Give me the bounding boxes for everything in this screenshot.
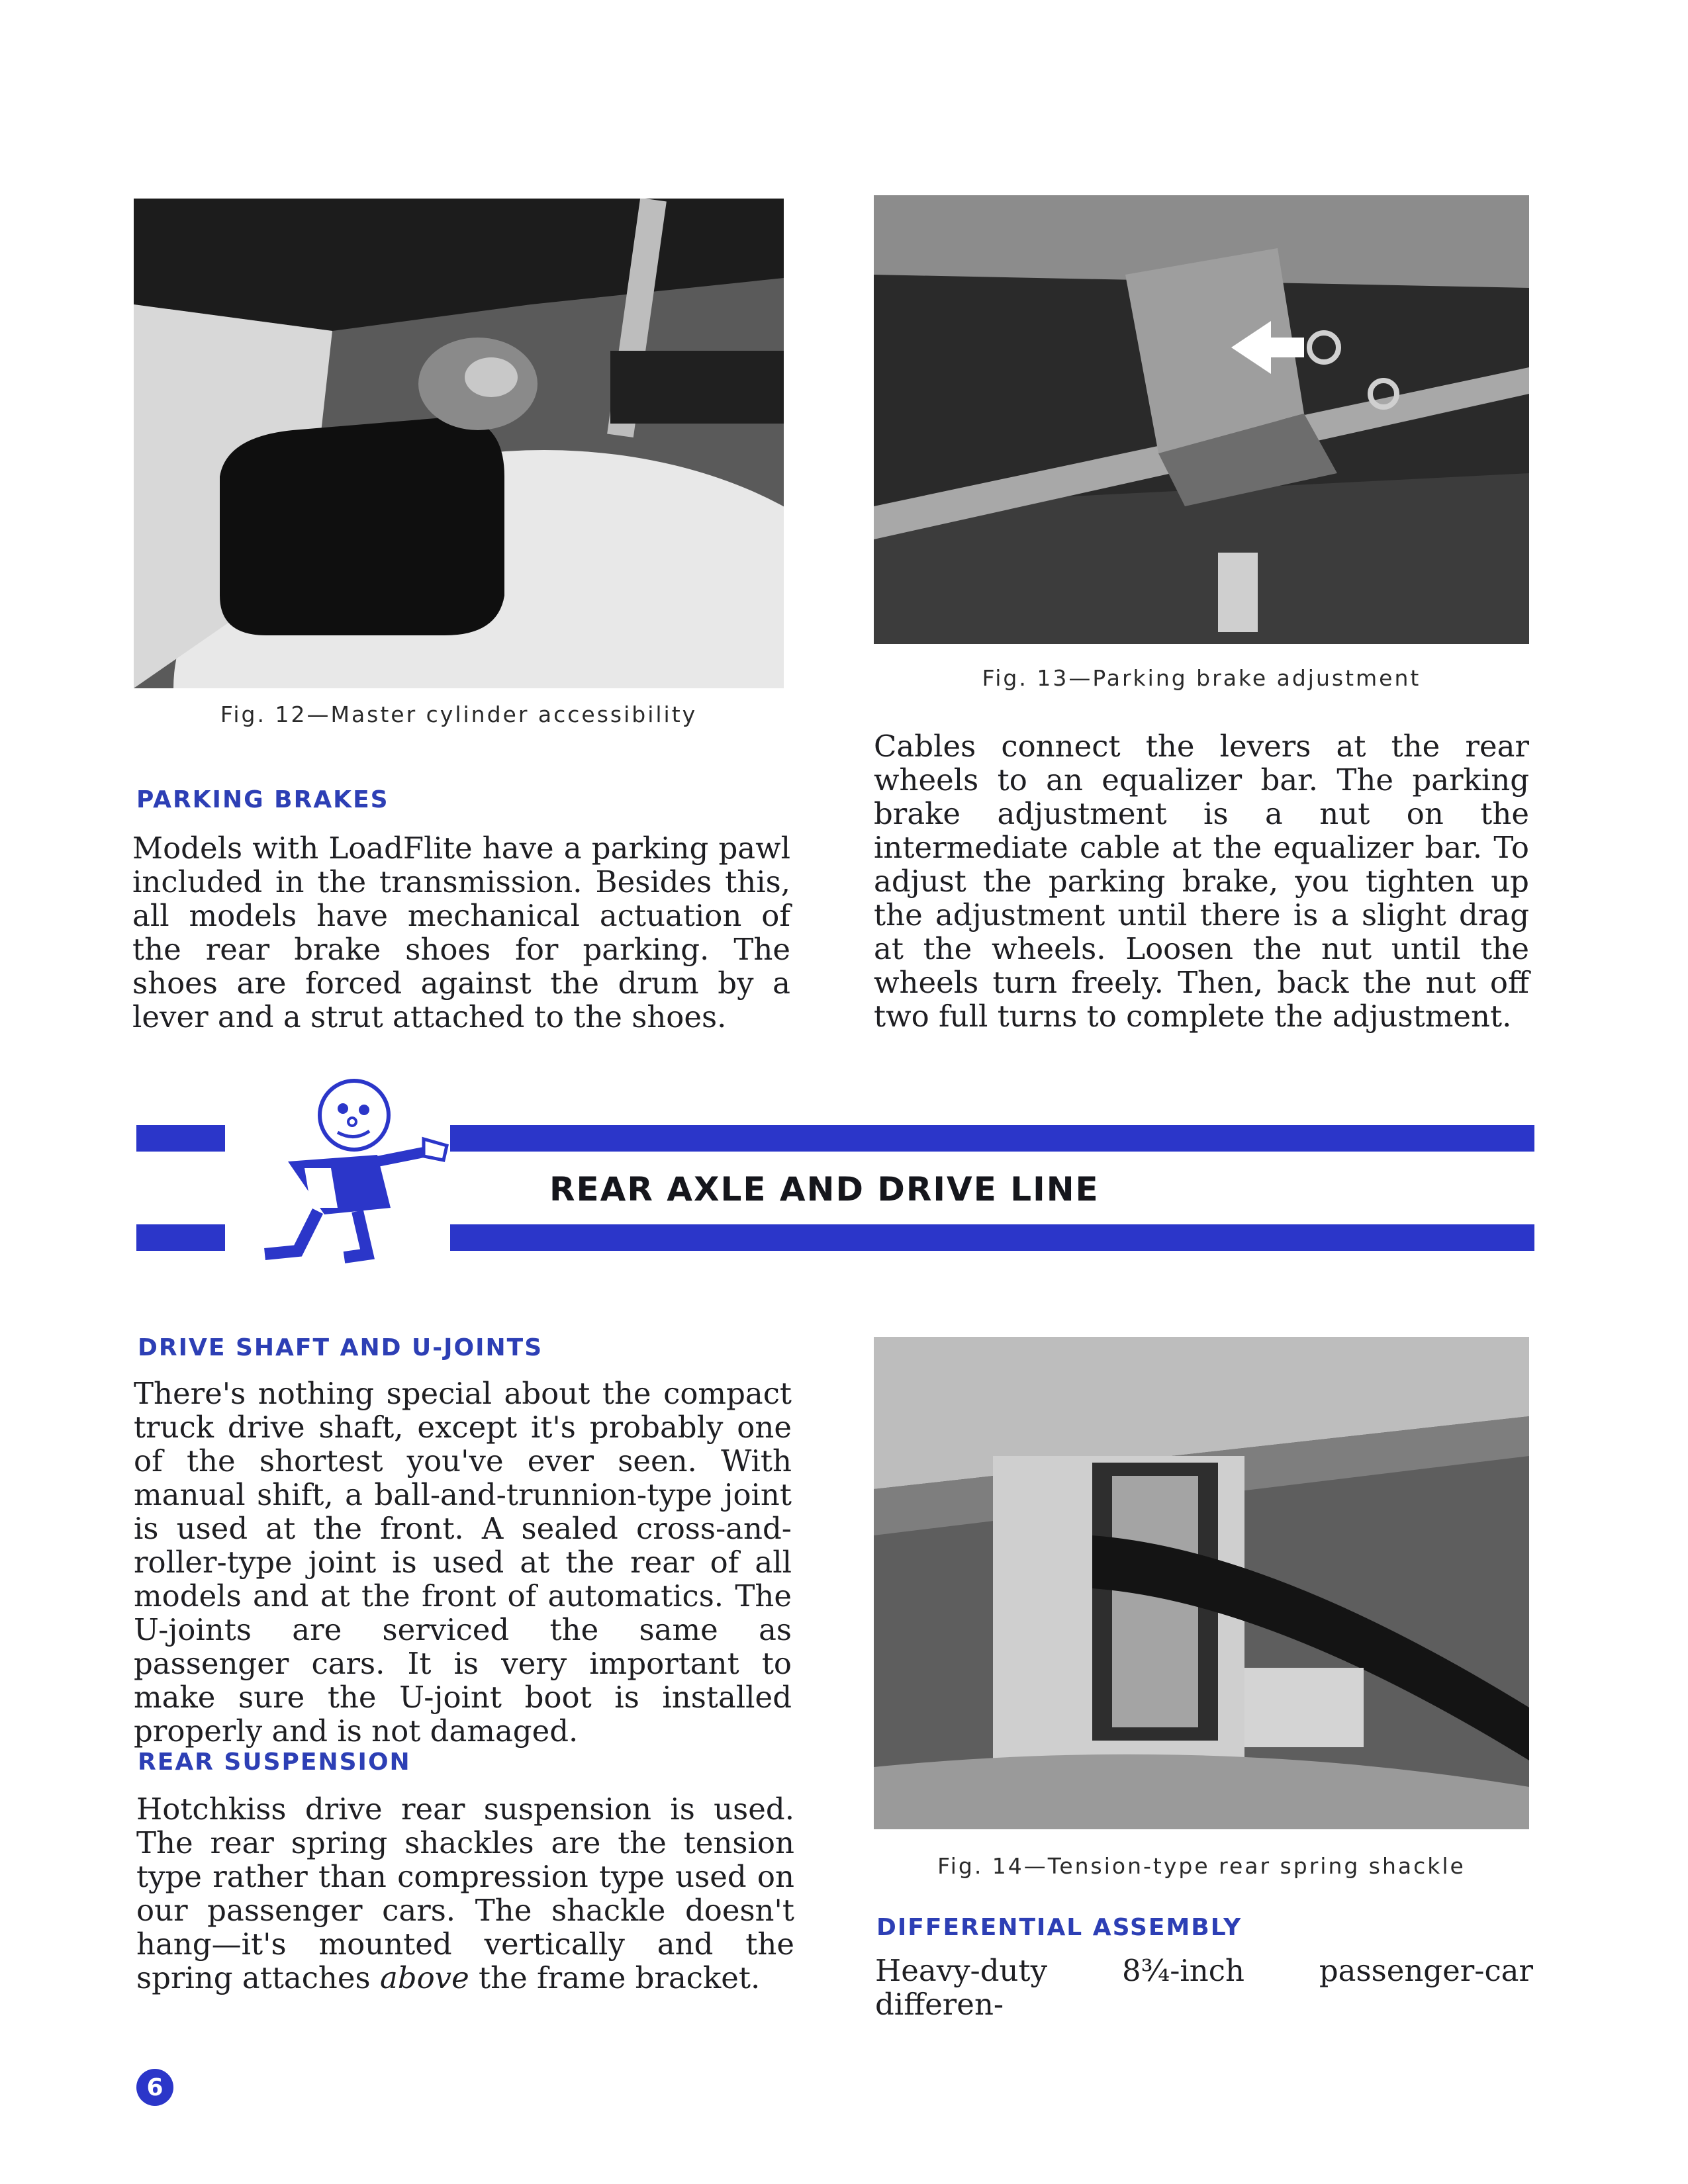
fig14-photo xyxy=(874,1337,1529,1829)
rear-suspension-emphasis: above xyxy=(379,1960,469,1995)
mascot-icon xyxy=(225,1075,450,1267)
drive-shaft-heading: DRIVE SHAFT AND U-JOINTS xyxy=(138,1334,543,1361)
spring-shackle-photo-art xyxy=(874,1337,1529,1829)
parking-brakes-body: Models with LoadFlite have a parking pawl included in the transmission. Besides this, all models have mechanical actuation of the rear brake shoes for parking. The shoes are forced against the drum by a lever and a strut attached to the shoes. xyxy=(132,831,790,1034)
fig12-caption: Fig. 12—Master cylinder accessibility xyxy=(220,702,698,727)
fig14-caption: Fig. 14—Tension-type rear spring shackle xyxy=(937,1853,1466,1879)
rear-suspension-heading: REAR SUSPENSION xyxy=(138,1749,411,1776)
rear-suspension-text: Hotchkiss drive rear suspension is used. The rear spring shackles are the tension type rather than compression type used on our passenger cars. The shackle doesn't hang—it's mounted vertically and the spring attaches xyxy=(136,1792,794,1995)
master-cylinder-photo-art xyxy=(134,199,784,688)
parking-brake-photo-art xyxy=(874,195,1529,644)
section-banner-title: REAR AXLE AND DRIVE LINE xyxy=(549,1170,1100,1208)
rear-suspension-body xyxy=(136,1792,794,1995)
rear-suspension-text-end: the frame bracket. xyxy=(469,1960,761,1995)
page-number-badge: 6 xyxy=(136,2069,173,2106)
differential-heading: DIFFERENTIAL ASSEMBLY xyxy=(876,1914,1243,1941)
parking-brake-adjustment-body: Cables connect the levers at the rear wheels to an equalizer bar. The parking brake adjustment is a nut on the intermediate cable at the equalizer bar. To adjust the parking brake, you tighten up the adjustment until there is a slight drag at the wheels. Loosen the nut until the wheels turn freely. Then, back the nut off two full turns to complete the adjustment. xyxy=(874,729,1529,1034)
parking-brakes-heading: PARKING BRAKES xyxy=(136,786,389,813)
fig13-caption: Fig. 13—Parking brake adjustment xyxy=(982,665,1421,691)
drive-shaft-body: There's nothing special about the compact truck drive shaft, except it's probably one of the shortest you've ever seen. With manual shift, a ball-and-trunnion-type joint is used at the front. A sealed cross-and-roller-type joint is used at the rear of all models and at the front of automatics. The U-joints are serviced the same as passenger cars. It is very important to make sure the U-joint boot is installed properly and is not damaged. xyxy=(134,1376,792,1749)
fig12-photo xyxy=(134,199,784,688)
fig13-photo xyxy=(874,195,1529,644)
differential-body: Heavy-duty 8¾-inch passenger-car differen- xyxy=(875,1953,1533,2022)
